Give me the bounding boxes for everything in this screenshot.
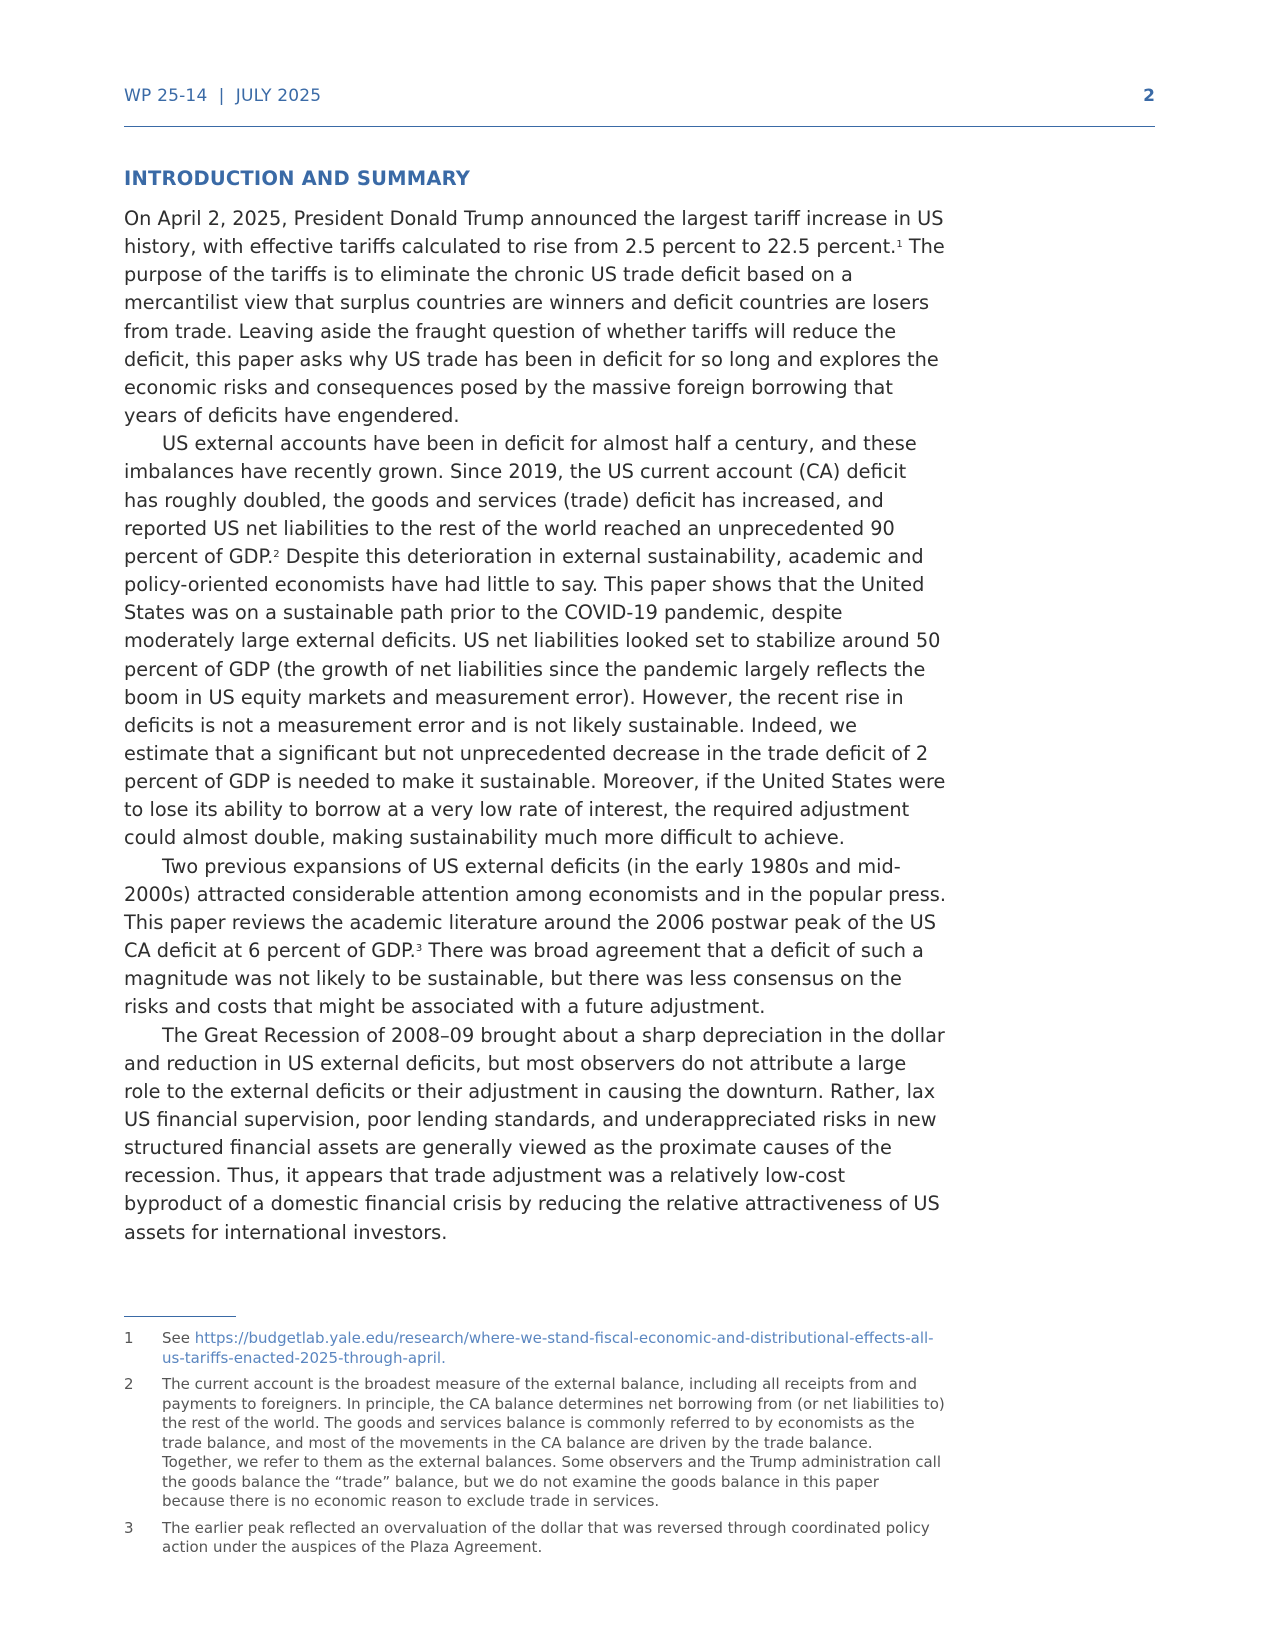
footnote-number: 3 bbox=[124, 1518, 134, 1537]
footnote-3 bbox=[124, 1519, 946, 1558]
footnote-number: 2 bbox=[124, 1375, 134, 1393]
paragraph-4: The Great Recession of 2008–09 brought about a sharp depreciation in the dollar and reduction in US external deficits, but most observers do not attribute a large role to the external deficits or their adjustment in causing the downturn. Rather, lax US financial supervision, poor lending standards, and underappreciated risks in new structured financial assets are generally viewed as the proximate causes of the recession. Thus, it appears that trade adjustment was a relatively low-cost byproduct of a domestic financial crisis by reducing the relative attractiveness of US assets for international investors. bbox=[124, 1023, 945, 1244]
footnote-3-text: The earlier peak reflected an overvaluation of the dollar that was reversed through coordinated policy action under the auspices of the Plaza Agreement. bbox=[162, 1518, 930, 1556]
footnotes bbox=[124, 1329, 946, 1565]
paragraph-1-text-a: On April 2, 2025, President Donald Trump announced the largest tariff increase in US history, with effective tariffs calculated to rise from 2.5 percent to 22.5 percent. bbox=[124, 207, 944, 259]
paragraph-3 bbox=[124, 853, 946, 1022]
footnote-ref-2[interactable]: 2 bbox=[273, 548, 280, 560]
footnote-1-link[interactable]: https://budgetlab.yale.edu/research/where-we-stand-fiscal-economic-and-distributional-effects-all-us-tariffs-enacted-2025-through-april bbox=[162, 1329, 934, 1367]
paragraph-3-text-b: There was broad agreement that a deficit of such a magnitude was not likely to be sustainable, but there was less consensus on the risks and costs that might be associated with a future adjustment. bbox=[124, 939, 924, 1019]
paragraph-1 bbox=[124, 205, 946, 430]
footnote-ref-1[interactable]: 1 bbox=[896, 239, 903, 251]
header-rule bbox=[124, 126, 1155, 127]
working-paper-id-date: WP 25-14 | JULY 2025 bbox=[124, 86, 322, 106]
footnote-number: 1 bbox=[124, 1329, 134, 1347]
footnote-2-text: The current account is the broadest measure of the external balance, including all receipts from and payments to foreigners. In principle, the CA balance determines net borrowing from (or net liabilities to) the rest of the world. The goods and services balance is commonly referred to by economists as the trade balance, and most of the movements in the CA balance are driven by the trade balance. Together, we refer to them as the external balances. Some observers and the Trump administration call the goods balance the “trade” balance, but we do not examine the goods balance in this paper because there is no economic reason to exclude trade in services. bbox=[162, 1375, 945, 1510]
footnote-ref-3[interactable]: 3 bbox=[415, 943, 423, 955]
footnote-1-prefix: See bbox=[162, 1329, 195, 1347]
body-text bbox=[124, 205, 946, 1247]
page-number: 2 bbox=[1143, 86, 1155, 106]
paragraph-2 bbox=[124, 430, 946, 852]
paragraph-1-text-b: The purpose of the tariffs is to eliminate the chronic US trade deficit based on a mercantilist view that surplus countries are winners and deficit countries are losers from trade. Leaving aside the fraught question of whether tariffs will reduce the deficit, this paper asks why US trade has been in deficit for so long and explores the economic risks and consequences posed by the massive foreign borrowing that years of deficits have engendered. bbox=[124, 235, 945, 428]
footnote-2 bbox=[124, 1375, 946, 1512]
paragraph-2-text-a: US external accounts have been in deficit for almost half a century, and these imbalances have recently grown. Since 2019, the US current account (CA) deficit has roughly doubled, the goods and services (trade) deficit has increased, and reported US net liabilities to the rest of the world reached an unprecedented 90 percent of GDP. bbox=[124, 432, 917, 568]
footnote-rule bbox=[124, 1316, 236, 1317]
section-title: INTRODUCTION AND SUMMARY bbox=[124, 167, 471, 190]
footnote-1 bbox=[124, 1329, 946, 1368]
paragraph-3-text-a: Two previous expansions of US external deficits (in the early 1980s and mid-2000s) attracted considerable attention among economists and in the popular press. This paper reviews the academic literature around the 2006 postwar peak of the US CA deficit at 6 percent of GDP. bbox=[124, 854, 946, 963]
footnote-1-suffix: . bbox=[441, 1348, 446, 1367]
running-header bbox=[124, 86, 1155, 108]
paragraph-2-text-b: Despite this deterioration in external sustainability, academic and policy-oriented economists have had little to say. This paper shows that the United States was on a sustainable path prior to the COVID-19 pandemic, despite moderately large external deficits. US net liabilities looked set to stabilize around 50 percent of GDP (the growth of net liabilities since the pandemic largely reflects the boom in US equity markets and measurement error). However, the recent rise in deficits is not a measurement error and is not likely sustainable. Indeed, we estimate that a significant but not unprecedented decrease in the trade deficit of 2 percent of GDP is needed to make it sustainable. Moreover, if the United States were to lose its ability to borrow at a very low rate of interest, the required adjustment could almost double, making sustainability much more difficult to achieve. bbox=[124, 544, 946, 850]
